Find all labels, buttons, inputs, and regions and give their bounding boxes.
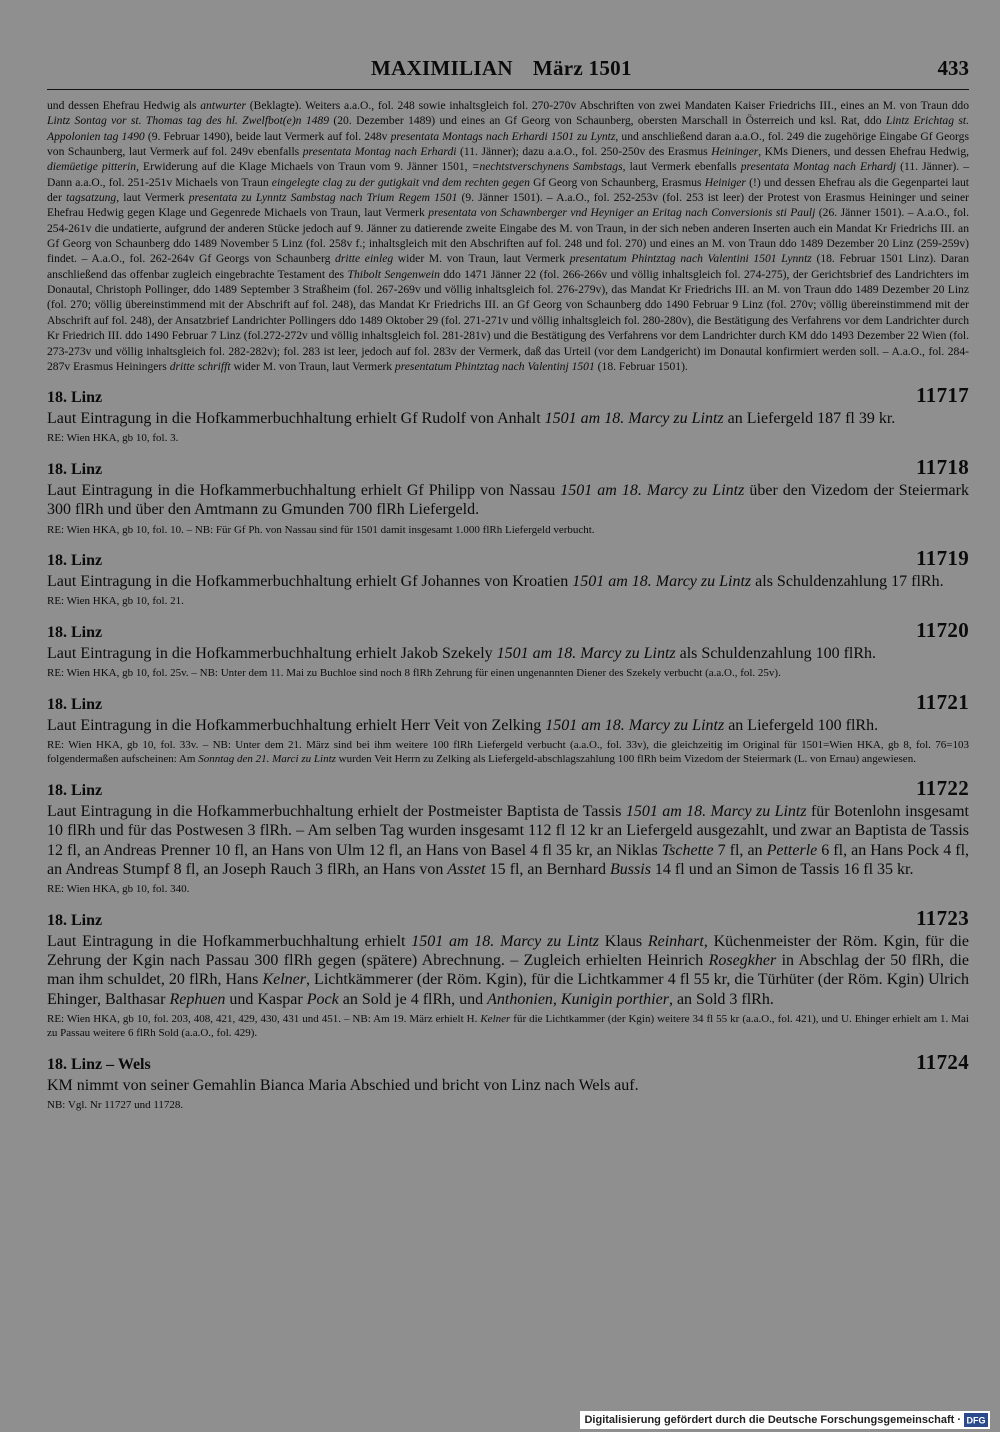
running-title	[371, 56, 632, 81]
entry-text	[47, 409, 969, 428]
intro-italic: eingelegte clag zu der gutigkait vnd dem rechten gegen	[271, 175, 530, 189]
intro-text: , Erwiderung auf die Klage Michaels von Traun vom 9. Jänner 1501,	[136, 160, 472, 174]
entry-heading	[47, 690, 969, 715]
intro-text: , KMs Dieners, und dessen Ehefrau Hedwig,	[758, 145, 970, 159]
header-rule	[47, 89, 969, 90]
text-run: in Abschlag der 50 flRh, die man ihm schuldet, 20 flRh, Hans	[47, 951, 969, 989]
intro-text: (9. Jänner 1501). – A.a.O., fol. 252-253v (fol. 253 ist leer) der Protest von Erasmus Heininger und seiner Ehefrau Hedwig gegen Klage und Gegenrede Michaels von Traun, laut Vermerk	[47, 191, 969, 220]
entry-number: 11717	[916, 383, 969, 408]
text-run: Klaus	[599, 932, 648, 950]
text-run: als Schuldenzahlung 100 flRh.	[675, 644, 877, 662]
note-italic: Kelner	[480, 1012, 511, 1025]
text-run: KM nimmt von seiner Gemahlin Bianca Maria Abschied und bricht von Linz nach Wels auf.	[47, 1076, 639, 1094]
entry-number: 11723	[916, 905, 969, 930]
entry-text	[47, 932, 969, 1009]
intro-italic: antwurter	[200, 99, 246, 112]
note-run: RE: Wien HKA, gb 10, fol. 33v. – NB: Unter dem 21. März sind bei ihm weitere 100 flRh Liefergeld verbucht (a.a.O., fol. 33v), die gleichzeitig im Original für 1501=Wien HKA, gb 8, fol. 76=103 folgendermaßen aufscheinen: Am	[47, 738, 969, 766]
entry-text	[47, 802, 969, 879]
note-run: NB: Vgl. Nr 11727 und 11728.	[47, 1099, 184, 1112]
intro-italic: Heininger	[711, 145, 759, 159]
intro-italic: presentatum Phintztag nach Valentini 1501 Lynntz	[569, 252, 812, 266]
intro-italic: Thibolt Sengenwein	[347, 267, 440, 281]
text-run: und Kaspar	[225, 990, 307, 1008]
dfg-logo-icon	[964, 1413, 988, 1427]
intro-text: wider M. von Traun, laut Vermerk	[230, 359, 395, 373]
intro-text: (11. Jänner). – Dann a.a.O., fol. 251-251v Michaels von Traun	[47, 160, 969, 189]
text-run: 14 fl und an Simon de Tassis 16 fl 35 kr.	[650, 860, 914, 878]
note-run: RE: Wien HKA, gb 10, fol. 25v. – NB: Unter dem 11. Mai zu Buchloe sind noch 8 flRh Zehrung für einen ungenannten Diener des Szekely verbucht (a.a.O., fol. 25v).	[47, 667, 781, 680]
text-run: an Sold je 4 flRh, und	[338, 990, 488, 1008]
text-italic: 1501 am 18. Marcy zu Lintz	[560, 481, 745, 499]
entry-text	[47, 716, 969, 735]
text-run: 7 fl, an	[713, 841, 767, 859]
regest-entry	[47, 1050, 969, 1113]
page-number: 433	[937, 56, 969, 80]
note-run: wurden Veit Herrn zu Zelking als Liefergeld-abschlagszahlung 100 flRh beim Vizedom der Steiermark (L. von Ernau) angewiesen.	[335, 753, 916, 766]
entry-source-note	[47, 523, 969, 538]
digitization-footer	[580, 1411, 990, 1429]
funding-notice: Digitalisierung gefördert durch die Deutsche Forschungsgemeinschaft ·	[584, 1414, 961, 1426]
entry-date-place: 18. Linz – Wels	[47, 1055, 151, 1073]
entry-text	[47, 644, 969, 663]
entry-date-place: 18. Linz	[47, 781, 103, 799]
intro-text: und dessen Ehefrau Hedwig als	[47, 99, 201, 112]
intro-italic: Heiniger	[704, 175, 746, 189]
text-run: , Lichtkämmerer (der Röm. Kgin), für die Lichtkammer 4 fl 55 kr, die Türhüter (der Röm. Kgin) Ulrich Ehinger, Balthasar	[47, 971, 970, 1008]
text-italic: Anthonien, Kunigin porthier	[487, 990, 669, 1008]
entry-date-place: 18. Linz	[47, 389, 103, 407]
intro-text: , laut Vermerk ebenfalls	[622, 160, 741, 174]
title-name: MAXIMILIAN	[371, 56, 513, 80]
text-run: , Küchenmeister der Röm. Kgin, für die Zehrung der Kgin nach Passau 300 flRh gegen (spätere) Abrechnung. – Zugleich erhielten Heinrich	[47, 932, 970, 969]
running-header	[47, 56, 969, 90]
entry-heading	[47, 1050, 969, 1075]
entry-date-place: 18. Linz	[47, 695, 103, 713]
entry-heading	[47, 618, 969, 643]
text-run: Laut Eintragung in die Hofkammerbuchhaltung erhielt Jakob Szekely	[47, 644, 497, 662]
intro-text: ddo 1471 Jänner 22 (fol. 266-266v und völlig inhaltsgleich fol. 274-275), der Gerichtsbrief des Landrichters im Donautal, Christoph Pollinger, ddo 1489 September 3 Straßheim (fol. 267-269v und völlig inhaltsgleich fol. 276-279v), das Mandat Kr Friedrichs III. an M. von Traun ddo 1489 Dezember 20 Linz (fol. 270; völlig übereinstimmend mit der Abschrift auf fol. 248), das Mandat Kr Friedrichs III. an Gf Georg von Schaunberg ddo 1490 Februar 9 Linz (fol. 270v; völlig übereinstimmend mit der Abschrift auf fol. 248), der Ansatzbrief Landrichter Pollingers ddo 1489 Oktober 29 (fol. 271-271v und völlig inhaltsgleich fol. 280-280v), die Bestätigung des Verfahrens vor dem Landrichter durch Kr Friedrich III. ddo 1490 Februar 7 Linz (fol.272-272v und völlig inhaltsgleich fol. 281-281v) und die Bestätigung des Verfahrens vor dem Landrichter durch KM ddo 1493 Dezember 22 Wien (fol. 273-273v und völlig inhaltsgleich fol. 282-282v); fol. 283 ist leer, jedoch auf fol. 283v der Vermerk, daß das Urteil (vor dem Landgericht) im Donautal konfirmiert werden soll. – A.a.O., fol. 284-287v Erasmus Heiningers	[47, 267, 969, 373]
entry-number: 11718	[916, 454, 969, 479]
title-date: März 1501	[532, 56, 632, 80]
intro-italic: presentata zu Lynntz Sambstag nach Trium Regem 1501	[188, 191, 458, 205]
entry-number: 11720	[916, 617, 969, 642]
text-run: Laut Eintragung in die Hofkammerbuchhaltung erhielt	[47, 932, 412, 950]
entry-source-note	[47, 666, 969, 681]
regest-entry	[47, 618, 969, 681]
text-italic: Reinhart	[647, 932, 704, 950]
continuation-paragraph	[47, 98, 969, 374]
text-run: 15 fl, an Bernhard	[485, 860, 611, 878]
text-italic: 1501 am 18. Marcy zu Lintz	[625, 802, 807, 820]
entry-number: 11719	[916, 546, 969, 571]
text-run: als Schuldenzahlung 17 flRh.	[751, 573, 944, 591]
intro-text: (Beklagte). Weiters a.a.O., fol. 248 sowie inhaltsgleich fol. 270-270v Abschriften von zwei Mandaten Kaiser Friedrichs III., eines an M. von Traun ddo	[246, 99, 969, 112]
text-run: , an Sold 3 flRh.	[668, 990, 774, 1008]
entry-date-place: 18. Linz	[47, 460, 103, 478]
entry-heading	[47, 546, 969, 571]
text-italic: Bussis	[610, 860, 651, 878]
note-run: RE: Wien HKA, gb 10, fol. 3.	[47, 432, 179, 445]
note-run: RE: Wien HKA, gb 10, fol. 10. – NB: Für Gf Ph. von Nassau sind für 1501 damit insgesamt 1.000 flRh Liefergeld verbucht.	[47, 523, 595, 536]
intro-text: , laut Vermerk	[116, 191, 189, 205]
intro-italic: diemüetige pitterin	[47, 160, 137, 174]
text-run: für Botenlohn insgesamt 10 flRh und für das Postwesen 3 flRh. – Am selben Tag wurden insgesamt 112 fl 12 kr an Liefergeld ausgezahlt, und zwar an Baptista de Tassis 12 fl, an Andreas Prenner 10 fl, an Hans von Ulm 12 fl, an Hans von Basel 4 fl 35 kr, an Niklas	[47, 802, 969, 859]
regest-entry	[47, 776, 969, 897]
text-italic: 1501 am 18. Marcy zu Lintz	[411, 932, 599, 950]
text-italic: Kelner	[262, 971, 306, 989]
text-italic: 1501 am 18. Marcy zu Lintz	[496, 644, 676, 662]
text-run: an Liefergeld 100 flRh.	[724, 716, 879, 734]
intro-text: (26. Jänner 1501). – A.a.O., fol. 254-261v die undatierte, aufgrund der anderen Stücke jedoch auf 9. Jänner zu datierende zweite Eingabe des M. von Traun, in der sich neben anderen Inserten auch ein Mandat Kr Friedrichs III. an Gf Georg von Schaunberg ddo 1489 November 5 Linz (fol. 258v f.; inhaltsgleich mit den Abschriften auf fol. 248 und fol. 270) und eines an M. von Traun ddo 1489 Dezember 20 Linz (259-259v) findet. – A.a.O., fol. 262-264v Gf Georgs von Schaunberg	[47, 206, 970, 266]
note-run: für die Lichtkammer (der Kgin) weitere 34 fl 55 kr (a.a.O., fol. 421), und U. Ehinger erhielt am 1. Mai zu Passau weitere 6 flRh Sold (a.a.O., fol. 429).	[47, 1012, 969, 1040]
text-run: 6 fl, an Hans Pock 4 fl, an Andreas Stumpf 8 fl, an Joseph Rauch 3 flRh, an Hans von	[47, 841, 970, 878]
intro-italic: presentatum Phintztag nach Valentinj 1501	[394, 359, 595, 373]
text-run: Laut Eintragung in die Hofkammerbuchhaltung erhielt Herr Veit von Zelking	[47, 716, 546, 734]
entry-heading	[47, 383, 969, 408]
intro-italic: presentata Montag nach Erhardi	[302, 145, 457, 159]
regest-entry	[47, 455, 969, 537]
note-run: RE: Wien HKA, gb 10, fol. 203, 408, 421, 429, 430, 431 und 451. – NB: Am 19. März erhielt H.	[47, 1012, 481, 1025]
entry-number: 11724	[916, 1049, 969, 1074]
text-run: Laut Eintragung in die Hofkammerbuchhaltung erhielt der Postmeister Baptista de Tassis	[47, 802, 626, 820]
text-run: Laut Eintragung in die Hofkammerbuchhaltung erhielt Gf Johannes von Kroatien	[47, 573, 573, 591]
text-italic: Rephuen	[169, 990, 226, 1008]
entry-heading	[47, 906, 969, 931]
intro-italic: presentata Montag nach Erhardj	[740, 160, 897, 174]
regest-entry	[47, 383, 969, 446]
intro-italic: dritte einleg	[335, 252, 394, 266]
entry-text	[47, 572, 969, 591]
intro-italic: =nechtstverschynens Sambstags	[471, 160, 623, 174]
regest-entry	[47, 690, 969, 767]
intro-text: wider M. von Traun, laut Vermerk	[393, 252, 570, 266]
entry-number: 11721	[916, 689, 969, 714]
entry-source-note	[47, 1098, 969, 1113]
entry-source-note	[47, 594, 969, 609]
intro-italic: dritte schrifft	[169, 359, 231, 373]
intro-italic: presentata Montags nach Erhardi 1501 zu Lyntz	[390, 129, 616, 143]
entry-date-place: 18. Linz	[47, 623, 103, 641]
entry-heading	[47, 776, 969, 801]
intro-text: (11. Jänner); dazu a.a.O., fol. 250-250v des Erasmus	[456, 145, 712, 159]
text-italic: Rosegkher	[708, 951, 777, 969]
entry-source-note	[47, 882, 969, 897]
text-italic: 1501 am 18. Marcy zu Lintz	[572, 573, 752, 591]
entry-text	[47, 1076, 969, 1095]
intro-italic: tagsatzung	[65, 191, 117, 205]
text-italic: Asstet	[447, 860, 486, 878]
text-run: Laut Eintragung in die Hofkammerbuchhaltung erhielt Gf Rudolf von Anhalt	[47, 410, 545, 428]
text-italic: 1501 am 18. Marcy zu Lintz	[545, 716, 725, 734]
dfg-logo-text: DFG	[966, 1415, 986, 1426]
note-italic: Sonntag den 21. Marci zu Lintz	[198, 753, 336, 766]
entry-heading	[47, 455, 969, 480]
entry-date-place: 18. Linz	[47, 911, 103, 929]
text-italic: 1501 am 18. Marcy zu Lintz	[544, 410, 724, 428]
intro-text: (18. Februar 1501).	[594, 359, 688, 373]
regest-entry	[47, 906, 969, 1041]
regest-entry	[47, 546, 969, 609]
document-page	[47, 56, 969, 1113]
note-run: RE: Wien HKA, gb 10, fol. 21.	[47, 595, 184, 608]
intro-italic: Lintz Sontag vor st. Thomas tag des hl. Zwelfbot(e)n 1489	[47, 114, 330, 128]
note-run: RE: Wien HKA, gb 10, fol. 340.	[47, 883, 190, 896]
intro-italic: Lintz Erichtag st. Appolonien tag 1490	[47, 114, 970, 143]
intro-text: (9. Februar 1490), beide laut Vermerk auf fol. 248v	[144, 129, 391, 143]
intro-italic: presentata von Schawnberger vnd Heyniger an Eritag nach Conversionis sti Paulj	[428, 206, 816, 220]
text-run: an Liefergeld 187 fl 39 kr.	[723, 410, 896, 428]
text-italic: Tschette	[661, 841, 714, 859]
intro-text: (!) und dessen Ehefrau als die Gegenpartei laut der	[47, 175, 969, 205]
entry-source-note	[47, 431, 969, 446]
entry-source-note	[47, 738, 969, 767]
entry-date-place: 18. Linz	[47, 552, 103, 570]
text-run: Laut Eintragung in die Hofkammerbuchhaltung erhielt Gf Philipp von Nassau	[47, 481, 561, 499]
entry-source-note	[47, 1012, 969, 1041]
intro-text: , und anschließend daran a.a.O., fol. 249 die zugehörige Eingabe Gf Georgs von Schaunberg, laut Vermerk auf fol. 249v ebenfalls	[47, 129, 969, 159]
text-italic: Pock	[306, 990, 339, 1008]
intro-text: (18. Februar 1501 Linz). Daran anschließend das offenbar zugleich eingebrachte Testament des	[47, 252, 969, 281]
text-run: über den Vizedom der Steiermark 300 flRh und über den Amtmann zu Gmunden 700 flRh Liefergeld.	[47, 481, 969, 519]
text-italic: Petterle	[766, 841, 818, 859]
entry-text	[47, 481, 969, 520]
entry-number: 11722	[916, 775, 969, 800]
intro-text: (20. Dezember 1489) und eines an Gf Georg von Schaunberg, obersten Marschall in Österreich und ksl. Rat, ddo	[329, 114, 886, 128]
intro-text: Gf Georg von Schaunberg, Erasmus	[529, 175, 705, 189]
